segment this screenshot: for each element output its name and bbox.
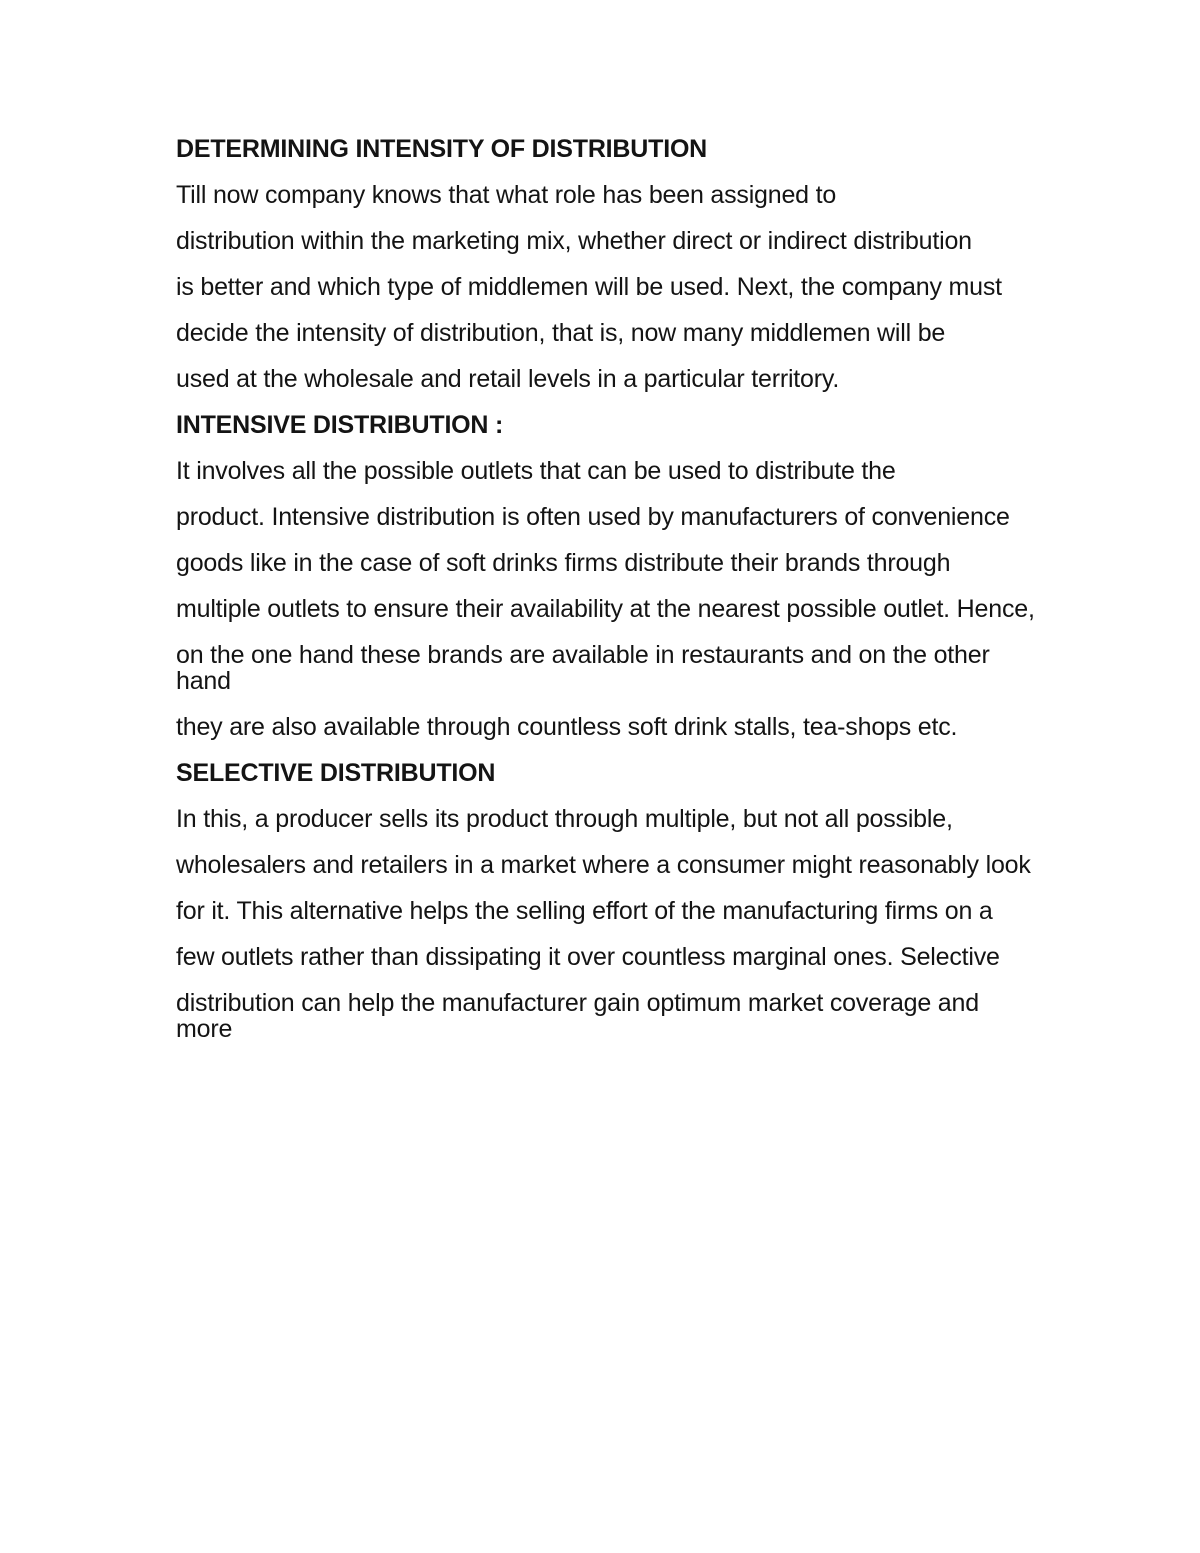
paragraph-line: for it. This alternative helps the selling effort of the manufacturing firms on a: [176, 897, 993, 925]
paragraph-line: wholesalers and retailers in a market where a consumer might reasonably look: [176, 851, 1031, 879]
paragraph-line: In this, a producer sells its product through multiple, but not all possible,: [176, 805, 953, 833]
paragraph-line: Till now company knows that what role has been assigned to: [176, 181, 837, 209]
section-heading-selective-distribution: SELECTIVE DISTRIBUTION: [176, 759, 496, 787]
paragraph-line: few outlets rather than dissipating it over countless marginal ones. Selective: [176, 943, 1000, 971]
section-heading-determining-intensity: DETERMINING INTENSITY OF DISTRIBUTION: [176, 135, 708, 163]
paragraph-line: decide the intensity of distribution, that is, now many middlemen will be: [176, 319, 946, 347]
paragraph-line: they are also available through countless soft drink stalls, tea-shops etc.: [176, 713, 958, 741]
paragraph-line: used at the wholesale and retail levels in a particular territory.: [176, 365, 840, 393]
paragraph-line: product. Intensive distribution is often used by manufacturers of convenience: [176, 503, 1010, 531]
paragraph-line: is better and which type of middlemen will be used. Next, the company must: [176, 273, 1002, 301]
paragraph-line: on the one hand these brands are available in restaurants and on the other hand: [176, 641, 990, 695]
paragraph-line: distribution within the marketing mix, whether direct or indirect distribution: [176, 227, 972, 255]
section-heading-intensive-distribution: INTENSIVE DISTRIBUTION :: [176, 411, 504, 439]
paragraph-line: distribution can help the manufacturer gain optimum market coverage and more: [176, 989, 979, 1043]
paragraph-line: multiple outlets to ensure their availability at the nearest possible outlet. Hence,: [176, 595, 1035, 623]
document-body: [176, 136, 1036, 1062]
paragraph-line: It involves all the possible outlets that can be used to distribute the: [176, 457, 896, 485]
paragraph-line: goods like in the case of soft drinks firms distribute their brands through: [176, 549, 951, 577]
